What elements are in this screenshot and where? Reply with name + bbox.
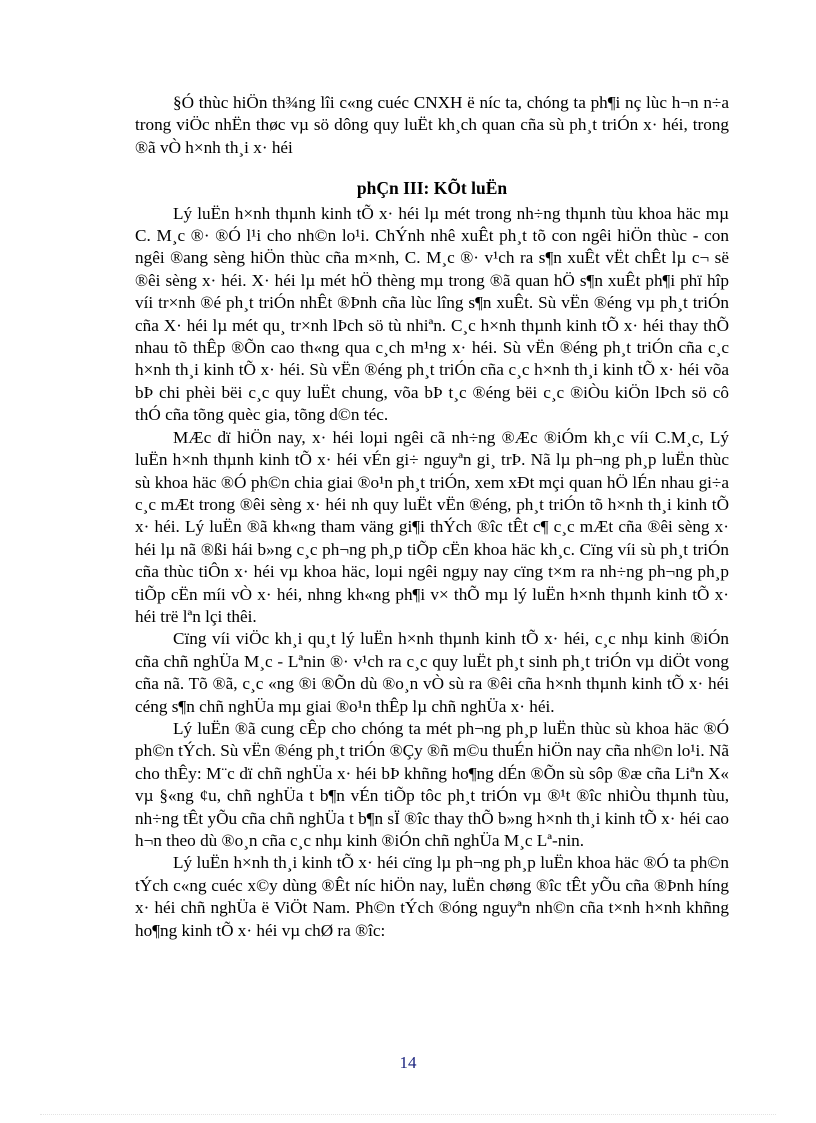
page-number: 14 [399, 1053, 417, 1072]
paragraph-4: Lý luËn ®ã cung cÊp cho chóng ta mét ph¬ng ph¸p luËn thùc sù khoa häc ®Ó ph©n tÝch. Sù vËn ®éng ph¸t triÓn ®Çy ®ñ m©u thuÉn hiÖn nay cña nh©n lo¹i. Nã cho thÊy: M¨c dï chñ nghÜa x· héi bÞ khñng ho¶ng dÉn ®Õn sù sôp ®æ cña Liªn X« vµ §«ng ¢u, chñ nghÜa t b¶n vÉn tiÕp tôc ph¸t triÓn vµ ®¹t ®îc nhiÒu thµnh tùu, nh÷ng tÊt yÕu cña chñ nghÜa t b¶n sÏ ®îc thay thÕ b»ng h×nh th¸i kinh tÕ x· héi cao h¬n theo dù ®o¸n cña c¸c nhµ kinh ®iÓn chñ nghÜa M¸c Lª-nin. [135, 718, 729, 850]
page-divider [40, 1114, 776, 1115]
section-heading: phÇn III: KÕt luËn [356, 178, 508, 199]
paragraph-5: Lý luËn h×nh th¸i kinh tÕ x· héi cïng lµ ph¬ng ph¸p luËn khoa häc ®Ó ta ph©n tÝch c«ng cuéc x©y dùng ®Êt níc hiÖn nay, luËn chøng ®îc tÊt yÕu cña ®Þnh híng x· héi chñ nghÜa ë ViÖt Nam. Ph©n tÝch ®óng nguyªn nh©n cña t×nh h×nh khñng ho¶ng kinh tÕ x· héi vµ chØ ra ®îc: [135, 853, 729, 940]
intro-paragraph: §Ó thùc hiÖn th¾ng lîi c«ng cuéc CNXH ë níc ta, chóng ta ph¶i nç lùc h¬n n÷a trong viÖc nhËn thøc vµ sö dông quy luËt kh¸ch quan cña sù ph¸t triÓn x· héi, trong ®ã vÒ h×nh th¸i x· héi [135, 93, 729, 157]
page-body [135, 92, 729, 942]
paragraph-3: Cïng víi viÖc kh¸i qu¸t lý luËn h×nh thµnh kinh tÕ x· héi, c¸c nhµ kinh ®iÓn cña chñ nghÜa M¸c - Lªnin ®· v¹ch ra c¸c quy luËt ph¸t sinh ph¸t triÓn vµ diÖt vong cña nã. Tõ ®ã, c¸c «ng ®i ®Õn dù ®o¸n vÒ sù ra ®êi cña h×nh thµnh kinh tÕ x· héi céng s¶n chñ nghÜa mµ giai ®o¹n thÊp lµ chñ nghÜa x· héi. [135, 629, 729, 716]
paragraph-2: MÆc dï hiÖn nay, x· héi loµi ngêi cã nh÷ng ®Æc ®iÓm kh¸c víi C.M¸c, Lý luËn h×nh thµnh kinh tÕ x· héi vÉn gi÷ nguyªn gi¸ trÞ. Nã lµ ph¬ng ph¸p luËn thùc sù khoa häc ®Ó ph©n chia giai ®o¹n ph¸t triÓn, xem xÐt mçi quan hÖ lÉn nhau gi÷a c¸c mÆt trong ®êi sèng x· héi nh quy luËt vËn ®éng, ph¸t triÓn tõ h×nh th¸i kinh tÕ x· héi. Lý luËn ®ã kh«ng tham väng gi¶i thÝch ®îc tÊt c¶ c¸c mÆt cña ®êi sèng x· héi lµ nã ®ßi hái b»ng c¸c ph¬ng ph¸p tiÕp cËn khoa häc kh¸c. Cïng víi sù ph¸t triÓn cña thùc tiÔn x· héi vµ khoa häc, loµi ngêi ngµy nay cïng t×m ra nh÷ng ph¬ng ph¸p tiÕp cËn míi vÒ x· héi, nhng kh«ng ph¶i v× thÕ mµ lý luËn h×nh thµnh kinh tÕ x· héi trë lªn lçi thêi. [135, 427, 729, 626]
paragraph-1: Lý luËn h×nh thµnh kinh tÕ x· héi lµ mét trong nh÷ng thµnh tùu khoa häc mµ C. M¸c ®· ®Ó l¹i cho nh©n lo¹i. ChÝnh nhê xuÊt ph¸t tõ con ngêi hiÖn thùc - con ngêi ®ang sèng hiÖn thùc cña m×nh, C. M¸c ®· v¹ch ra s¶n xuÊt vËt chÊt lµ c¬ së ®êi sèng x· héi. X· héi lµ mét hÖ thèng mµ trong ®ã quan hÖ s¶n xuÊt ph¶i phï hîp víi tr×nh ®é ph¸t triÓn nhÊt ®Þnh cña lùc lîng s¶n xuÊt. Sù vËn ®éng vµ ph¸t triÓn cña X· héi lµ mét qu¸ tr×nh lÞch sö tù nhiªn. C¸c h×nh thµnh kinh tÕ x· héi thay thÕ nhau tõ thÊp ®Õn cao th«ng qua c¸ch m¹ng x· héi. Sù vËn ®éng ph¸t triÓn cña c¸c h×nh th¸i kinh tÕ x· héi. Sù vËn ®éng ph¸t triÓn cña c¸c h×nh th¸i kinh tÕ x· héi võa bÞ chi phèi bëi c¸c quy luËt chung, võa bÞ t¸c ®éng bëi c¸c ®iÒu kiÖn lÞch sö cô thÓ cña tõng quèc gia, tõng d©n téc. [135, 203, 729, 425]
